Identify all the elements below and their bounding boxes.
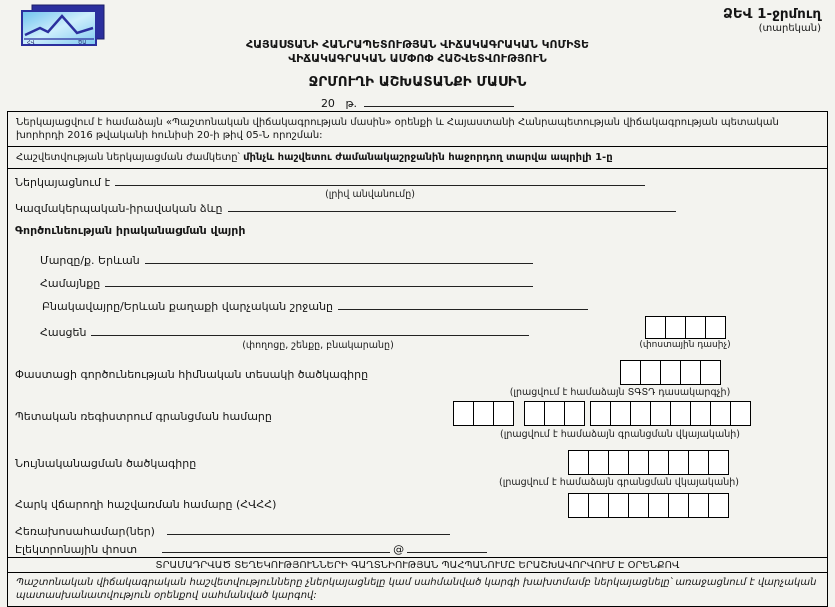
- id-code-field: [15, 457, 196, 470]
- form-code-periodicity: (տարեկան): [758, 23, 821, 34]
- region-label: Մարզը/ք. Երևան: [40, 254, 140, 267]
- input-cell[interactable]: [453, 401, 474, 426]
- input-cell[interactable]: [688, 493, 709, 518]
- input-cell[interactable]: [610, 401, 631, 426]
- form-code: ՁԵՎ 1-ջրմուղ: [723, 6, 821, 22]
- warning-text: Պաշտոնական վիճակագրական հաշվետվությունները չներկայացնելը կամ սահմանված կարգի խախտմամբ ներկայացնելը՝ առաջացնում է վարչական պատասխանատվություն օրենքով սահմանված կարգով:: [16, 577, 817, 601]
- input-cell[interactable]: [680, 360, 701, 385]
- tin-field: [15, 498, 276, 511]
- guarantee-row: [7, 557, 828, 573]
- email-local-input-line[interactable]: [162, 540, 390, 553]
- input-cell[interactable]: [668, 493, 689, 518]
- registry-cells-group1: [453, 401, 514, 426]
- community-label: Համայնքը: [40, 277, 101, 290]
- presents-label: Ներկայացնում է: [15, 176, 111, 189]
- presents-field: [15, 173, 645, 189]
- postal-code-cells: [645, 316, 726, 339]
- email-at-sign: @: [393, 543, 405, 556]
- address-input-line[interactable]: [91, 323, 529, 336]
- form-header: [0, 0, 835, 110]
- tin-label: Հարկ վճարողի հաշվառման համարը (ՀՎՀՀ): [15, 498, 277, 511]
- org-name-line1: ՀԱՅԱՍՏԱՆԻ ՀԱՆՐԱՊԵՏՈՒԹՅԱՆ ՎԻՃԱԿԱԳՐԱԿԱՆ ԿՈՄԻՏԵ: [245, 38, 590, 51]
- input-cell[interactable]: [608, 450, 629, 475]
- input-cell[interactable]: [524, 401, 545, 426]
- warning-row: [7, 572, 828, 607]
- address-hint: (փողոցը, շենքը, բնակարանը): [242, 340, 394, 351]
- input-cell[interactable]: [628, 450, 649, 475]
- input-cell[interactable]: [493, 401, 514, 426]
- input-cell[interactable]: [685, 316, 706, 339]
- input-cell[interactable]: [588, 450, 609, 475]
- input-cell[interactable]: [710, 401, 731, 426]
- id-code-hint: (լրացվում է համաձայն գրանցման վկայականի): [499, 477, 739, 488]
- svg-text:ԾԱ: ԾԱ: [78, 40, 87, 46]
- address-field: [40, 323, 529, 339]
- input-cell[interactable]: [568, 493, 589, 518]
- tin-cells: [568, 493, 729, 518]
- form-titles: [0, 38, 835, 110]
- input-cell[interactable]: [660, 360, 681, 385]
- postal-hint: (փոստային դասիչ): [639, 340, 731, 350]
- presents-input-line[interactable]: [115, 173, 645, 186]
- id-code-label: Նույնականացման ծածկագիրը: [15, 457, 197, 470]
- activity-code-label: Փաստացի գործունեության հիմնական տեսակի ծածկագիրը: [15, 368, 369, 381]
- input-cell[interactable]: [670, 401, 691, 426]
- email-domain-input-line[interactable]: [407, 540, 487, 553]
- email-label: Էլեկտրոնային փոստ: [15, 543, 138, 556]
- registry-cells-group2: [524, 401, 585, 426]
- input-cell[interactable]: [700, 360, 721, 385]
- legal-basis-row: [7, 111, 828, 147]
- deadline-row: [7, 146, 828, 169]
- legal-form-input-line[interactable]: [228, 199, 676, 212]
- input-cell[interactable]: [590, 401, 611, 426]
- form-title: ՋՐՄՈՒՂԻ ԱՇԽԱՏԱՆՔԻ ՄԱՍԻՆ: [308, 74, 527, 90]
- registry-cells-group3: [590, 401, 751, 426]
- input-cell[interactable]: [665, 316, 686, 339]
- deadline-prefix: Հաշվետվության ներկայացման ժամկետը՝: [16, 152, 244, 163]
- community-input-line[interactable]: [105, 274, 533, 287]
- input-cell[interactable]: [708, 493, 729, 518]
- deadline-bold: մինչև հաշվետու ժամանակաշրջանին հաջորդող տարվա ապրիլի 1-ը: [243, 152, 613, 163]
- year-suffix: թ.: [345, 97, 358, 110]
- input-cell[interactable]: [628, 493, 649, 518]
- legal-form-field: [15, 199, 676, 215]
- input-cell[interactable]: [568, 450, 589, 475]
- input-cell[interactable]: [588, 493, 609, 518]
- settlement-input-line[interactable]: [338, 297, 588, 310]
- deadline-text: [8, 147, 827, 168]
- address-label: Հասցեն: [40, 326, 87, 339]
- activity-location-header-label: Գործունեության իրականացման վայրի: [15, 224, 246, 237]
- svg-text:ՀՎ: ՀՎ: [27, 40, 35, 46]
- activity-code-field: [15, 368, 368, 381]
- input-cell[interactable]: [650, 401, 671, 426]
- input-cell[interactable]: [730, 401, 751, 426]
- input-cell[interactable]: [648, 450, 669, 475]
- input-cell[interactable]: [608, 493, 629, 518]
- input-cell[interactable]: [645, 316, 666, 339]
- region-input-line[interactable]: [145, 251, 533, 264]
- input-cell[interactable]: [668, 450, 689, 475]
- registry-hint: (լրացվում է համաձայն գրանցման վկայականի): [500, 429, 740, 440]
- registry-number-field: [15, 410, 272, 423]
- phone-field: [15, 522, 450, 538]
- guarantee-text: ՏՐԱՄԱԴՐՎԱԾ ՏԵՂԵԿՈՒԹՅՈՒՆՆԵՐԻ ԳԱՂՏՆԻՈՒԹՅԱՆ ՊԱՀՊԱՆՈՒՄԸ ԵՐԱՇԽԱՎՈՐՎՈՒՄ Է ՕՐԵՆՔՈՎ: [155, 560, 680, 571]
- input-cell[interactable]: [620, 360, 641, 385]
- org-name-line2: ՎԻՃԱԿԱԳՐԱԿԱՆ ԱՄՓՈՓ ՀԱՇՎԵՏՎՈՒԹՅՈՒՆ: [288, 52, 547, 65]
- settlement-field: [42, 297, 588, 313]
- input-cell[interactable]: [564, 401, 585, 426]
- legal-basis-text: Ներկայացվում է համաձայն «Պաշտոնական վիճակագրության մասին» օրենքի և Հայաստանի Հանրապետության վիճակագրության պետական խորհրդի 2016 թվականի հունիսի 20-ի թիվ 05-Ն որոշման:: [16, 117, 779, 141]
- registry-number-label: Պետական ռեգիստրում գրանցման համարը: [15, 410, 272, 423]
- input-cell[interactable]: [648, 493, 669, 518]
- input-cell[interactable]: [690, 401, 711, 426]
- input-cell[interactable]: [630, 401, 651, 426]
- main-form-row: [7, 168, 828, 558]
- input-cell[interactable]: [640, 360, 661, 385]
- presents-hint: (լրիվ անվանումը): [325, 189, 415, 200]
- region-field: [40, 251, 533, 267]
- year-input-line[interactable]: [364, 94, 514, 107]
- legal-form-label: Կազմակերպական-իրավական ձևը: [15, 202, 223, 215]
- email-field: [15, 540, 487, 556]
- phone-label: Հեռախոսահամար(ներ): [15, 525, 155, 538]
- form-body: [7, 111, 828, 607]
- id-code-cells: [568, 450, 729, 475]
- input-cell[interactable]: [544, 401, 565, 426]
- input-cell[interactable]: [705, 316, 726, 339]
- year-line: [0, 94, 835, 110]
- year-prefix: 20: [320, 97, 335, 110]
- activity-location-header: [15, 224, 245, 237]
- input-cell[interactable]: [708, 450, 729, 475]
- form-code-block: [723, 6, 821, 34]
- community-field: [40, 274, 533, 290]
- input-cell[interactable]: [688, 450, 709, 475]
- activity-code-hint: (լրացվում է համաձայն ՏԳՏԴ դասակարգչի): [509, 387, 731, 398]
- input-cell[interactable]: [473, 401, 494, 426]
- settlement-label: Բնակավայրը/Երևան քաղաքի վարչական շրջանը: [42, 300, 334, 313]
- activity-code-cells: [620, 360, 721, 385]
- phone-input-line[interactable]: [167, 522, 450, 535]
